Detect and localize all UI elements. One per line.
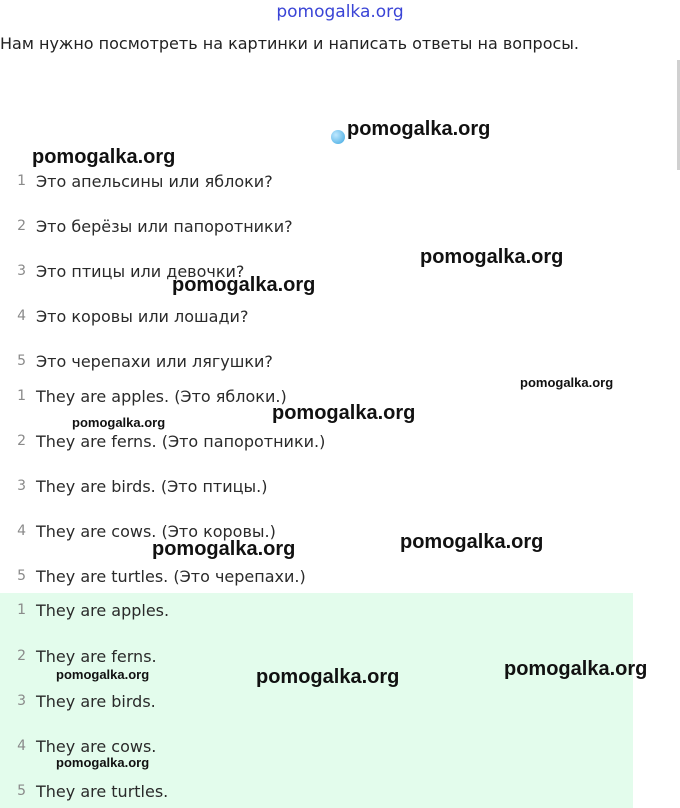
watermark: pomogalka.org	[347, 118, 491, 140]
item-number: 3	[17, 263, 26, 279]
watermark: pomogalka.org	[420, 246, 564, 268]
list-item	[0, 214, 293, 238]
list-item	[0, 564, 306, 588]
item-number: 2	[17, 218, 26, 234]
item-text: They are birds.	[36, 691, 156, 711]
item-number: 1	[17, 388, 26, 404]
list-item	[0, 779, 168, 803]
watermark: pomogalka.org	[256, 666, 400, 688]
item-text: They are cows. (Это коровы.)	[36, 521, 276, 541]
item-text: They are birds. (Это птицы.)	[36, 476, 268, 496]
item-number: 3	[17, 478, 26, 494]
item-number: 4	[17, 738, 26, 754]
watermark: pomogalka.org	[32, 146, 176, 168]
list-item	[0, 384, 287, 408]
list-item	[0, 689, 156, 713]
watermark: pomogalka.org	[520, 375, 614, 390]
watermark: pomogalka.org	[152, 538, 296, 560]
item-number: 4	[17, 523, 26, 539]
item-number: 2	[17, 433, 26, 449]
list-item	[0, 169, 273, 193]
list-item	[0, 644, 157, 668]
item-text: Это птицы или девочки?	[36, 261, 245, 281]
item-number: 1	[17, 602, 26, 618]
watermark: pomogalka.org	[56, 755, 150, 770]
watermark: pomogalka.org	[272, 402, 416, 424]
item-number: 1	[17, 173, 26, 189]
item-text: They are apples.	[36, 600, 170, 620]
item-number: 5	[17, 568, 26, 584]
watermark: pomogalka.org	[504, 658, 648, 680]
item-text: They are apples. (Это яблоки.)	[36, 386, 287, 406]
item-text: They are cows.	[36, 736, 157, 756]
item-number: 5	[17, 353, 26, 369]
item-text: Это берёзы или папоротники?	[36, 216, 293, 236]
item-number: 5	[17, 783, 26, 799]
list-item	[0, 429, 325, 453]
item-text: They are turtles. (Это черепахи.)	[36, 566, 306, 586]
item-text: Это черепахи или лягушки?	[36, 351, 273, 371]
item-text: Это апельсины или яблоки?	[36, 171, 273, 191]
header-link[interactable]: pomogalka.org	[276, 2, 404, 22]
watermark-dot	[331, 130, 345, 144]
item-number: 4	[17, 308, 26, 324]
item-text: They are ferns.	[36, 646, 157, 666]
item-number: 3	[17, 693, 26, 709]
watermark: pomogalka.org	[400, 531, 544, 553]
list-item	[0, 598, 169, 622]
list-item	[0, 474, 267, 498]
watermark: pomogalka.org	[172, 274, 316, 296]
intro-text: Нам нужно посмотреть на картинки и написать ответы на вопросы.	[0, 34, 579, 53]
watermark: pomogalka.org	[72, 415, 166, 430]
list-item	[0, 304, 248, 328]
watermark: pomogalka.org	[56, 667, 150, 682]
item-number: 2	[17, 648, 26, 664]
item-text: They are ferns. (Это папоротники.)	[36, 431, 326, 451]
list-item	[0, 349, 273, 373]
item-text: Это коровы или лошади?	[36, 306, 249, 326]
item-text: They are turtles.	[36, 781, 169, 801]
